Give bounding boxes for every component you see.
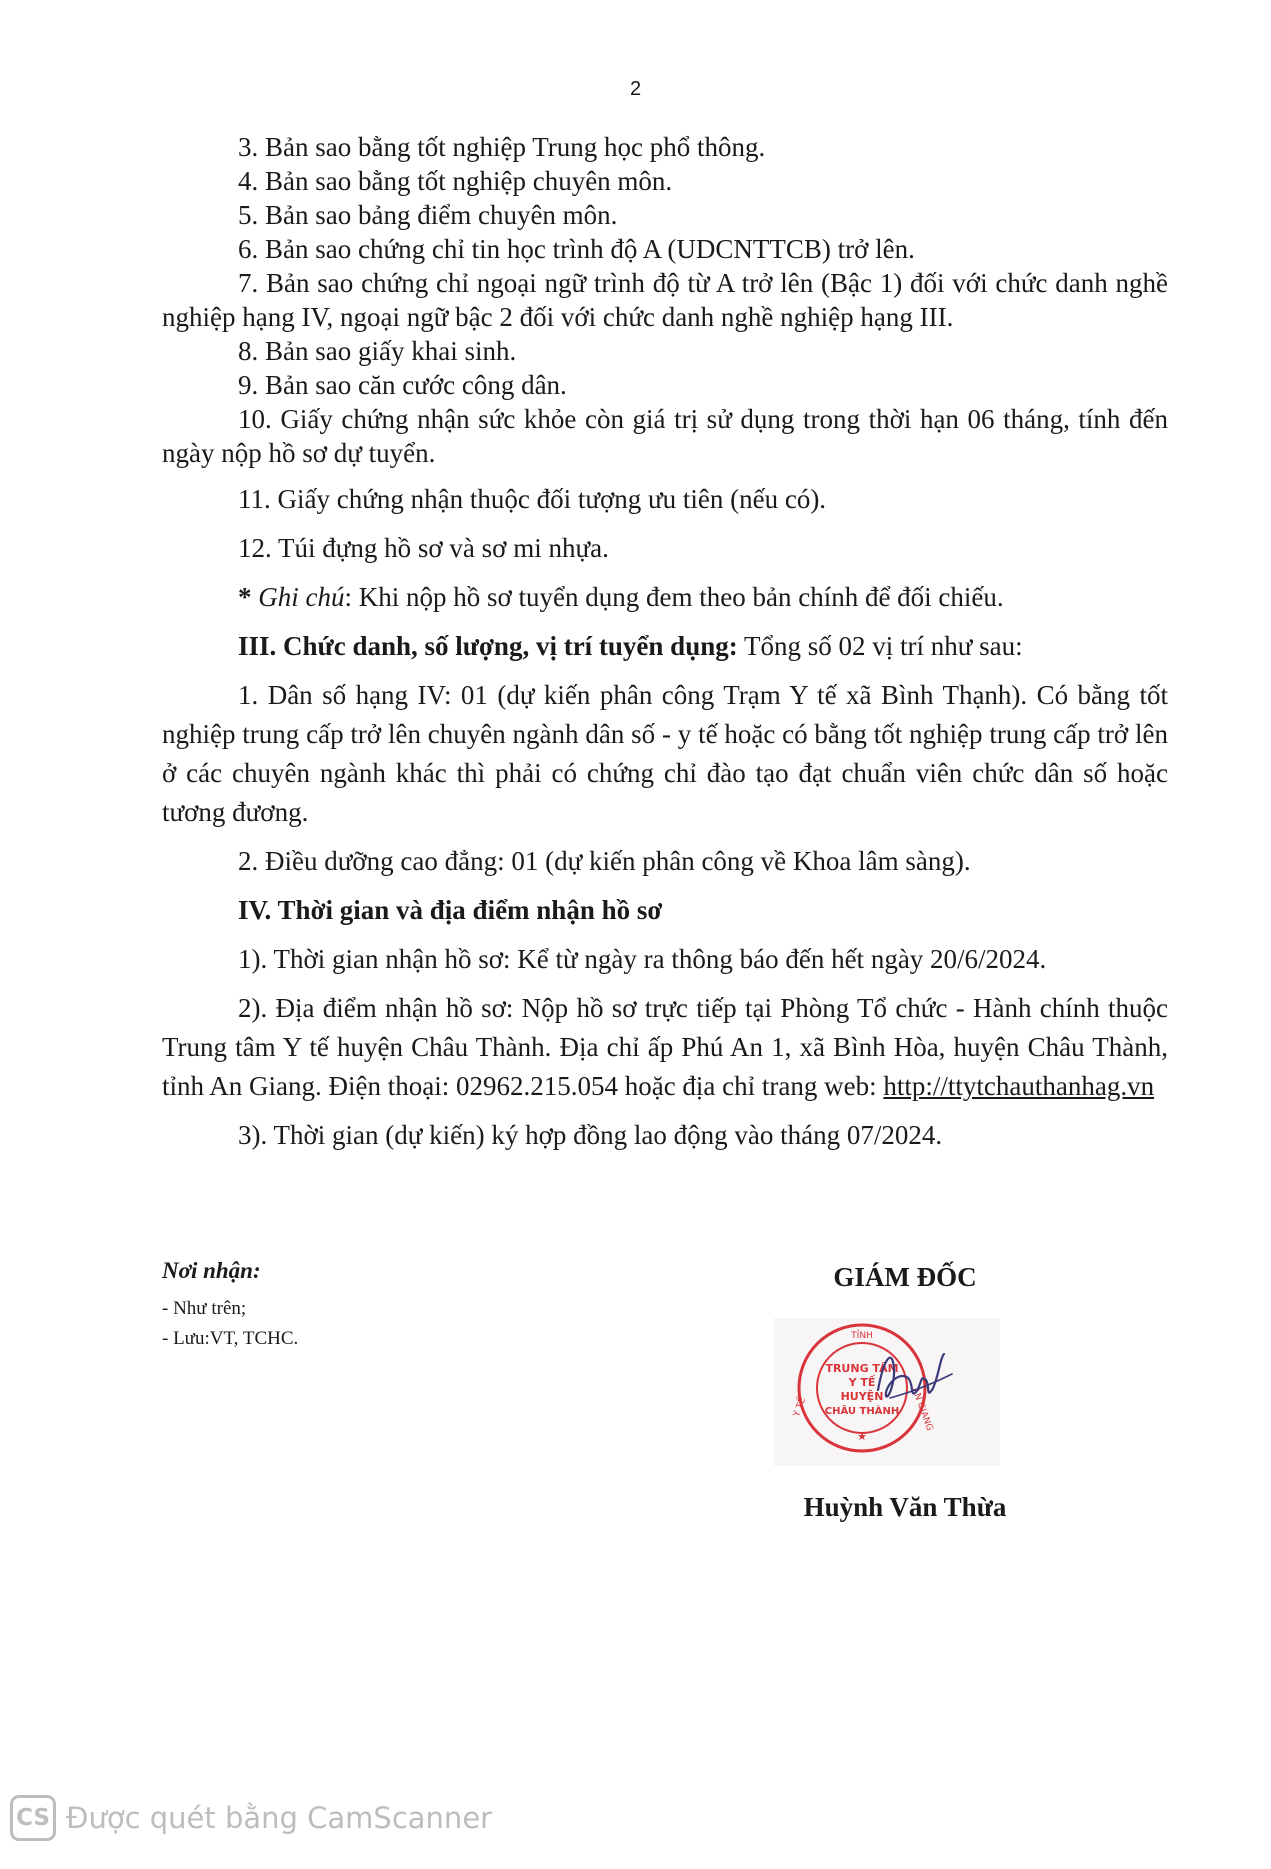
svg-text:AN GIANG: AN GIANG <box>909 1386 935 1433</box>
svg-text:TRUNG TÂM: TRUNG TÂM <box>825 1362 899 1375</box>
recipient-line: - Như trên; <box>162 1298 247 1319</box>
section-3-heading: III. Chức danh, số lượng, vị trí tuyển dụng: <box>238 631 738 661</box>
recipient-line: - Lưu:VT, TCHC. <box>162 1328 299 1349</box>
section-4-time: 1). Thời gian nhận hồ sơ: Kể từ ngày ra thông báo đến hết ngày 20/6/2024. <box>238 944 1047 974</box>
official-seal-icon <box>774 1318 1000 1466</box>
section-4-location-text: 2). Địa điểm nhận hồ sơ: Nộp hồ sơ trực tiếp tại Phòng Tổ chức - Hành chính thuộc Trung tâm Y tế huyện Châu Thành. Địa chỉ ấp Phú An 1, xã Bình Hòa, huyện Châu Thành, tỉnh An Giang. Điện thoại: 02962.215.054 hoặc địa chỉ trang web: <box>162 993 1168 1101</box>
section-3-position-2: 2. Điều dưỡng cao đẳng: 01 (dự kiến phân công về Khoa lâm sàng). <box>238 846 971 876</box>
svg-text:TỈNH: TỈNH <box>851 1331 873 1341</box>
item-12: 12. Túi đựng hồ sơ và sơ mi nhựa. <box>238 533 609 563</box>
signature-title: GIÁM ĐỐC <box>833 1262 977 1292</box>
section-4-heading: IV. Thời gian và địa điểm nhận hồ sơ <box>238 895 663 925</box>
recipients-label: Nơi nhận: <box>162 1258 261 1283</box>
item-3: 3. Bản sao bằng tốt nghiệp Trung học phổ thông. <box>238 132 766 162</box>
item-6: 6. Bản sao chứng chỉ tin học trình độ A (UDCNTTCB) trở lên. <box>238 234 915 264</box>
item-10: 10. Giấy chứng nhận sức khỏe còn giá trị sử dụng trong thời hạn 06 tháng, tính đến ngày nộp hồ sơ dự tuyển. <box>162 404 1168 468</box>
item-7: 7. Bản sao chứng chỉ ngoại ngữ trình độ từ A trở lên (Bậc 1) đối với chức danh nghề nghiệp hạng IV, ngoại ngữ bậc 2 đối với chức danh nghề nghiệp hạng III. <box>162 268 1168 332</box>
svg-text:Y TẾ: Y TẾ <box>848 1376 876 1389</box>
recipients-block <box>162 1258 298 1354</box>
item-5: 5. Bản sao bảng điểm chuyên môn. <box>238 200 618 230</box>
note-text: : Khi nộp hồ sơ tuyển dụng đem theo bản chính để đối chiếu. <box>344 582 1004 612</box>
camscanner-footer <box>10 1794 492 1842</box>
seal-and-signature <box>774 1318 1000 1466</box>
website-link[interactable]: http://ttytchauthanhag.vn <box>883 1071 1155 1101</box>
item-8: 8. Bản sao giấy khai sinh. <box>238 336 517 366</box>
svg-text:★: ★ <box>857 1430 867 1443</box>
section-3-heading-line <box>162 627 1168 666</box>
note-label: Ghi chú <box>258 582 345 612</box>
item-11: 11. Giấy chứng nhận thuộc đối tượng ưu tiên (nếu có). <box>238 484 827 514</box>
svg-text:Y TẾ: Y TẾ <box>792 1396 809 1419</box>
note-star: * <box>238 582 259 612</box>
svg-text:HUYỆN: HUYỆN <box>840 1390 884 1403</box>
camscanner-logo-icon: CS <box>10 1795 56 1841</box>
page-number: 2 <box>629 78 642 100</box>
svg-text:CHÂU THÀNH: CHÂU THÀNH <box>824 1406 900 1417</box>
section-4-location <box>162 989 1168 1106</box>
section-4-contract: 3). Thời gian (dự kiến) ký hợp đồng lao động vào tháng 07/2024. <box>238 1120 943 1150</box>
item-4: 4. Bản sao bằng tốt nghiệp chuyên môn. <box>238 166 673 196</box>
note <box>162 578 1168 617</box>
section-3-summary: Tổng số 02 vị trí như sau: <box>737 631 1023 661</box>
section-3-position-1: 1. Dân số hạng IV: 01 (dự kiến phân công Trạm Y tế xã Bình Thạnh). Có bằng tốt nghiệp trung cấp trở lên chuyên ngành dân số - y tế hoặc có bằng tốt nghiệp trung cấp trở lên ở các chuyên ngành khác thì phải có chứng chỉ đào tạo đạt chuẩn viên chức dân số hoặc tương đương. <box>162 680 1168 827</box>
signer-name: Huỳnh Văn Thừa <box>803 1492 1007 1522</box>
item-9: 9. Bản sao căn cước công dân. <box>238 370 567 400</box>
document-body <box>162 130 1168 1155</box>
footer-text: Được quét bằng CamScanner <box>66 1801 493 1835</box>
